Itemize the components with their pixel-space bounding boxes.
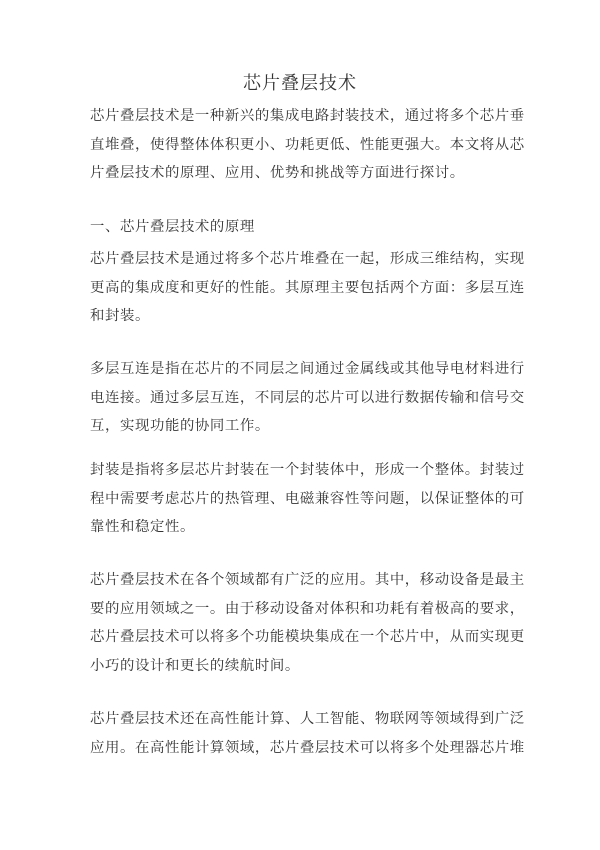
paragraph-line: 靠性和稳定性。 (90, 519, 195, 535)
body-paragraph (90, 245, 525, 331)
paragraph-line: 芯片叠层技术还在高性能计算、人工智能、物联网等领域得到广泛 (90, 711, 525, 727)
paragraph-line: 多层互连是指在芯片的不同层之间通过金属线或其他导电材料进行 (90, 361, 525, 377)
body-paragraph (90, 566, 525, 680)
paragraph-line: 应用。在高性能计算领域，芯片叠层技术可以将多个处理器芯片堆 (90, 739, 525, 756)
intro-paragraph (90, 102, 525, 188)
body-paragraph (90, 456, 525, 542)
paragraph-line: 电连接。通过多层互连，不同层的芯片可以进行数据传输和信号交 (90, 389, 525, 406)
paragraph-line: 更高的集成度和更好的性能。其原理主要包括两个方面：多层互连 (90, 279, 525, 296)
paragraph-line: 芯片叠层技术是通过将多个芯片堆叠在一起，形成三维结构，实现 (90, 251, 525, 267)
body-paragraph (90, 355, 525, 441)
paragraph-line: 和封装。 (90, 308, 150, 324)
paragraph-line: 芯片叠层技术在各个领域都有广泛的应用。其中，移动设备是最主 (90, 572, 525, 588)
paragraph-line: 直堆叠，使得整体体积更小、功耗更低、性能更强大。本文将从芯 (90, 136, 525, 153)
section-heading: 一、芯片叠层技术的原理 (90, 219, 255, 235)
paragraph-line: 小巧的设计和更长的续航时间。 (90, 657, 300, 674)
paragraph-line: 封装是指将多层芯片封装在一个封装体中，形成一个整体。封装过 (90, 462, 525, 478)
paragraph-line: 程中需要考虑芯片的热管理、电磁兼容性等问题，以保证整体的可 (90, 490, 525, 507)
paragraph-line: 芯片叠层技术是一种新兴的集成电路封装技术，通过将多个芯片垂 (90, 108, 525, 124)
paragraph-line: 片叠层技术的原理、应用、优势和挑战等方面进行探讨。 (90, 165, 465, 181)
document-title: 芯片叠层技术 (243, 73, 357, 94)
paragraph-line: 互，实现功能的协同工作。 (90, 418, 270, 434)
paragraph-line: 要的应用领域之一。由于移动设备对体积和功耗有着极高的要求， (90, 600, 525, 617)
paragraph-line: 芯片叠层技术可以将多个功能模块集成在一个芯片中，从而实现更 (90, 629, 525, 645)
body-paragraph (90, 705, 525, 762)
